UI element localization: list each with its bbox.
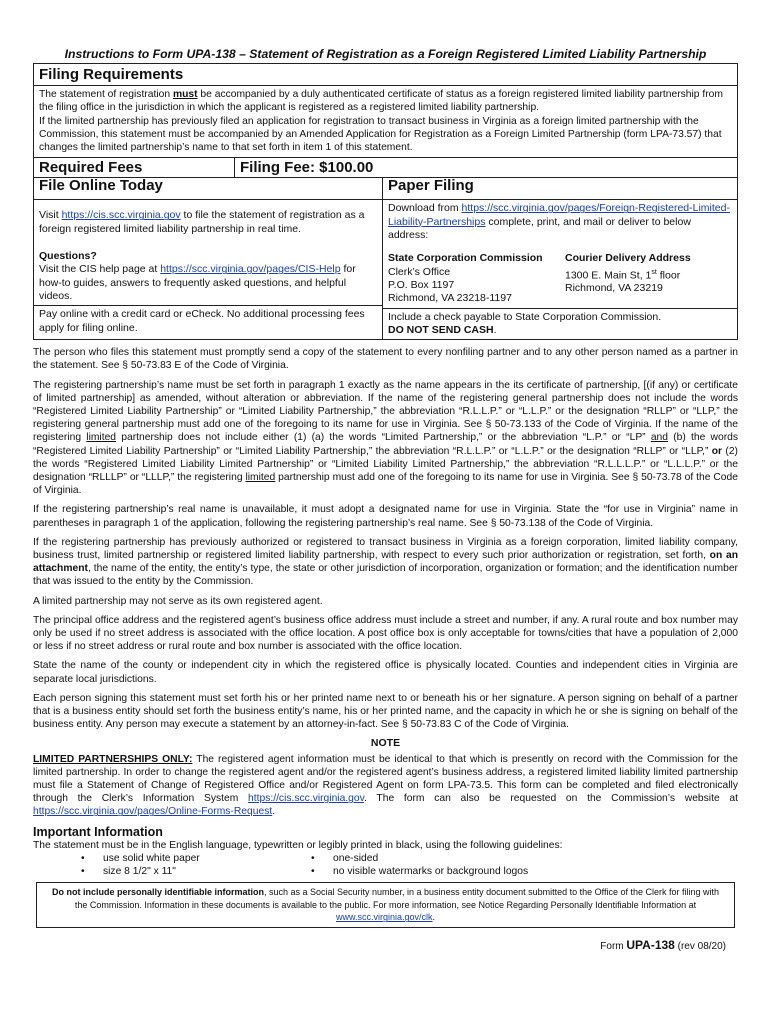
cis-help-link[interactable]: https://scc.virginia.gov/pages/CIS-Help (160, 263, 341, 276)
visit-text: Visit (39, 209, 62, 222)
online-paper-section (34, 177, 737, 339)
text: The registered agent information must be identical to that which is presently on record with the Commission for the limited partnership. In order to change the registered agent and/or the registered agent’s business address, a registered limited liability limited partnership must file a Statement of Change of Registered Office and/or Registered Agent on form LPA-73.5. This form can be completed and filed electronically through the Clerk’s Information System (33, 753, 738, 805)
document-page (33, 44, 738, 952)
questions-heading: Questions? (39, 250, 97, 263)
bullets-right (311, 852, 591, 879)
text: If the registering partnership has previously authorized or registered to transact business in Virginia as a foreign corporation, limited liability company, business trust, limited partnership or registered limited liability partnership, with respect to every such prior authorization or registration, set forth, (33, 536, 738, 561)
address-line: Clerk’s Office (388, 265, 451, 278)
paper-column (383, 178, 737, 339)
courier-address (555, 252, 732, 305)
online-visit (34, 200, 382, 305)
address-line: floor (656, 269, 681, 282)
bullet-item: • one-sided (311, 852, 591, 865)
text: or (711, 445, 723, 457)
filing-requirements-heading: Filing Requirements (34, 64, 737, 86)
text: The registering partnership’s name must be set forth in paragraph 1 exactly as the name appears in the its certificate of partnership, [(if any) or certificate of limited partnership] as amended, without alteration or abbreviation. If the name of the registering general partnership does not include the words “Registered Limited Liability Partnership” or “Limited Liability Partnership,” the abbreviation “R.L.L.P.” or “L.L.P.” or the designation “RLLP” or “LLP,” the registering general partnership must add one of the foregoing to its name for use in Virginia. See § 50-73.133 of the Code of Virginia. If the name of the registering (33, 379, 738, 444)
download-text: Download from (388, 202, 462, 215)
text: Form (600, 940, 627, 952)
form-footer (33, 938, 738, 952)
paper-form-link[interactable]: https://scc.virginia.gov/pages/Foreign-Registered-Limited-Liability-Partnerships (388, 202, 730, 228)
questions-text: for how-to guides, answers to frequently asked questions, and helpful videos. (39, 263, 356, 302)
form-code: UPA-138 (626, 937, 675, 952)
revision: (rev 08/20) (674, 940, 726, 952)
address-line: 1300 E. Main St, 1 (565, 269, 652, 282)
text: LIMITED PARTNERSHIPS ONLY: (33, 753, 193, 765)
text: , such as a Social Security number, in a business entity document submitted to the Office of the Clerk for filing with the Commission. Information in these documents is available to the public. For more information, see Notice Regarding Personally Identifiable Information at (74, 887, 720, 910)
text: Do not include personally identifiable information (51, 887, 264, 898)
req-text-2: If the limited partnership has previously filed an application for registration to transact business in Virginia as a foreign limited partnership with the Commission, this statement must be accompanied by an Amended Application for Registration as a Foreign Limited Partnership (form LPA-73.57) that changes the limited partnership’s name to that set forth in item 1 of this statement. (39, 115, 722, 154)
req-text: be accompanied by a duly authenticated certificate of status as a foreign registered limited liability partnership from the filing office in the jurisdiction in which the applicant is registered as a registered limited liability partnership. (39, 89, 723, 114)
paper-heading: Paper Filing (383, 178, 737, 200)
paragraph: A limited partnership may not serve as its own registered agent. (33, 595, 323, 607)
paper-download (383, 200, 737, 307)
bullet-item: • use solid white paper (81, 852, 311, 865)
note-heading: NOTE (370, 737, 401, 750)
text: , the name of the entity, the entity’s type, the state or other jurisdiction of incorporation, organization or formation; and the identification number that was issued to the entity by the Commission. (33, 563, 738, 588)
note-paragraph (33, 753, 738, 819)
filing-info-box (33, 63, 738, 340)
payment-instructions (383, 308, 737, 340)
questions-text: Visit the CIS help page at (39, 263, 161, 276)
paragraph: Each person signing this statement must set forth his or her printed name next to or beneath his or her signature. A person signing on behalf of a partner that is a business entity should set forth the business entity’s name, his or her printed name, and the capacity in which he or she is signing on behalf of the business entity. Any person may execute a statement by an attorney-in-fact. See § 50-73.83 C of the Code of Virginia. (33, 692, 738, 731)
paragraph-prior-registration (33, 536, 738, 589)
no-cash-text: DO NOT SEND CASH (388, 323, 494, 336)
bullets-left (81, 852, 311, 879)
scc-heading: State Corporation Commission (388, 252, 543, 265)
req-text: The statement of registration (39, 89, 173, 100)
address-grid (388, 252, 732, 305)
paragraph: The principal office address and the registered agent’s business office address must include a street and number, if any. A rural route and box number may only be used if no street address is associated with the office location. A post office box is only acceptable for towns/cities that have a population of 2,000 or less if no street address or rural route and box number is associated with the office location. (33, 614, 738, 653)
address-line: Richmond, VA 23218-1197 (388, 292, 512, 305)
text: . (432, 912, 436, 923)
important-intro: The statement must be in the English language, typewritten or legibly printed in black, using the following guidelines: (33, 839, 563, 851)
text: . (272, 806, 276, 818)
pay-online-text: Pay online with a credit card or eCheck. No additional processing fees apply for filing online. (34, 305, 382, 337)
must-emphasis: must (172, 89, 198, 100)
visit-text: to file the statement of registration as a foreign registered limited liability partnership in real time. (39, 209, 365, 235)
pii-notice-box (36, 882, 735, 928)
text: on an attachment (33, 550, 738, 575)
guideline-bullets (33, 852, 738, 879)
text: (2) the words “Registered Limited Liability Limited Partnership” or “Limited Liability Limited Partnership,” the abbreviation “R.L.L.L.P.” or “L.L.L.P.” or the designation “RLLLP” or “LLLP,” the registering (33, 445, 738, 483)
bullet-item: • no visible watermarks or background logos (311, 865, 591, 878)
scc-address (388, 252, 555, 305)
clk-link[interactable]: www.scc.virginia.gov/clk (335, 912, 433, 923)
download-text: complete, print, and mail or deliver to below address: (388, 215, 691, 242)
check-text: Include a check payable to State Corporation Commission. (388, 310, 662, 323)
online-heading: File Online Today (34, 178, 382, 200)
online-column (34, 178, 383, 339)
page-title: Instructions to Form UPA-138 – Statement of Registration as a Foreign Registered Limited Liability Partnership (64, 47, 707, 61)
filing-requirements-body (34, 86, 737, 157)
text: limited (86, 432, 117, 444)
text: partnership must add one of the foregoing to its name for use in Virginia. See § 50-73.78 of the Code of Virginia. (33, 471, 738, 497)
cis-link-note[interactable]: https://cis.scc.virginia.gov (248, 793, 365, 805)
text: . The form can also be requested on the Commission’s website at (364, 793, 738, 805)
forms-request-link[interactable]: https://scc.virginia.gov/pages/Online-Forms-Request (33, 806, 273, 818)
text: limited (245, 471, 276, 483)
paragraph-name-requirements (33, 379, 738, 498)
bullet-item: • size 8 1/2" x 11" (81, 865, 311, 878)
courier-heading: Courier Delivery Address (565, 252, 691, 265)
text: and (650, 432, 669, 444)
punct: . (493, 323, 497, 336)
instructions-body (33, 346, 738, 819)
filing-fee: Filing Fee: $100.00 (240, 159, 374, 177)
fees-row (34, 157, 737, 177)
address-line: P.O. Box 1197 (388, 278, 455, 291)
cis-link[interactable]: https://cis.scc.virginia.gov (61, 209, 181, 222)
paragraph: If the registering partnership’s real name is unavailable, it must adopt a designated name for use in Virginia. State the “for use in Virginia” name in parentheses in paragraph 1 of the application, following the registering partnership’s real name. See § 50-73.138 of the Code of Virginia. (33, 504, 738, 529)
required-fees-heading: Required Fees (34, 158, 235, 177)
text: (b) the words “Registered Limited Liability Partnership” or “Limited Liability Partnership,” the abbreviation “R.L.L.P.” or “L.L.P.” or the designation “RLLP” or “LLP,” (33, 432, 738, 457)
text: partnership does not include either (1) (a) the words “Limited Partnership,” or the abbreviation “L.P.” or “LP” (116, 432, 651, 444)
address-line: Richmond, VA 23219 (565, 282, 663, 295)
paragraph: The person who files this statement must promptly send a copy of the statement to every nonfiling partner and to any other person named as a partner in the statement. See § 50-73.83 E of the Code of Virginia. (33, 347, 738, 372)
paragraph: State the name of the county or independent city in which the registered office is physically located. Counties and independent cities in Virginia are separate local jurisdictions. (33, 660, 738, 685)
superscript: st (651, 268, 657, 276)
important-heading: Important Information (33, 824, 163, 839)
